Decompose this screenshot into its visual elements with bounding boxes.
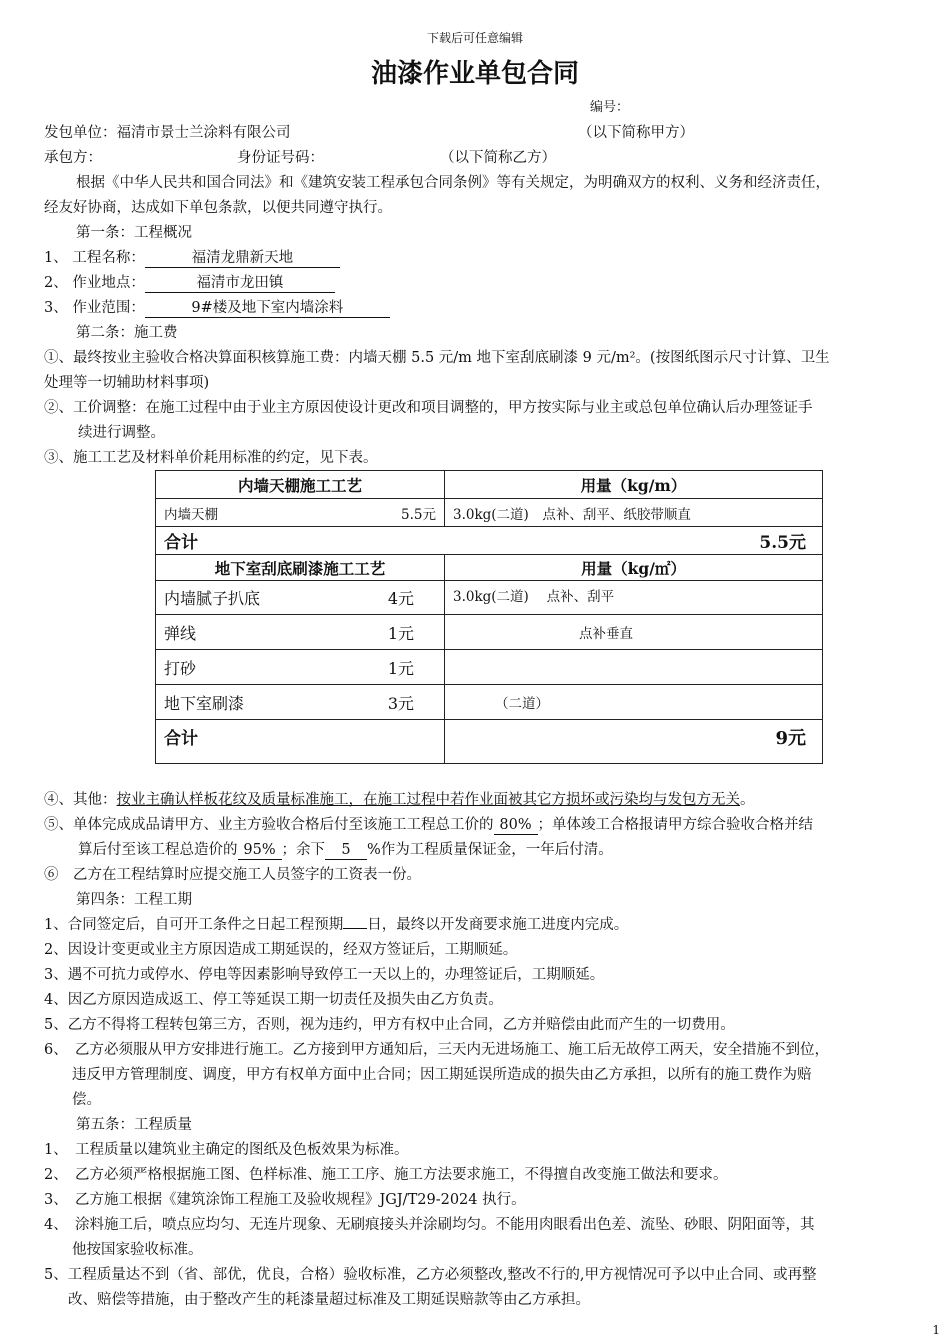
item-name: 内墙天棚 bbox=[164, 506, 218, 523]
payment-clause-line-1 bbox=[44, 815, 813, 835]
other-clause-4-text: 按业主确认样板花纹及质量标准施工，在施工过程中若作业面被其它方损坏或污染均与发包方无关 bbox=[116, 792, 740, 808]
contract-number-label: 编号： bbox=[590, 100, 630, 115]
total-value: 5.5元 bbox=[759, 533, 806, 553]
table-header-basement-process: 地下室刮底刷漆施工工艺 bbox=[156, 555, 445, 581]
fee-clause-2-line-2: 续进行调整。 bbox=[78, 425, 165, 441]
work-scope-row bbox=[44, 298, 390, 318]
quality-item-5-line-2: 改、赔偿等措施，由于整改产生的耗漆量超过标准及工期延误赔款等由乙方承担。 bbox=[68, 1292, 590, 1308]
schedule-item-3: 3、遇不可抗力或停水、停电等因素影响导致停工一天以上的，办理签证后，工期顺延。 bbox=[44, 967, 605, 983]
quality-item-4-line-2: 他按国家验收标准。 bbox=[72, 1242, 203, 1258]
schedule-item-1-b: 日，最终以开发商要求施工进度内完成。 bbox=[367, 917, 629, 933]
table-header-ceiling-usage: 用量（kg/m） bbox=[445, 471, 823, 499]
table-row bbox=[156, 581, 823, 615]
header-note: 下载后可任意编辑 bbox=[426, 31, 523, 45]
total-label: 合计 bbox=[164, 533, 198, 553]
article-2-title: 第二条：施工费 bbox=[76, 325, 178, 341]
table-header-row-1 bbox=[156, 471, 823, 499]
total-label: 合计 bbox=[164, 729, 198, 749]
payment-percent-3: 5 bbox=[325, 841, 367, 860]
item-price: 5.5元 bbox=[401, 506, 436, 523]
quality-item-3: 3、 乙方施工根据《建筑涂饰工程施工及验收规程》JGJ/T29-2024 执行。 bbox=[44, 1192, 526, 1208]
work-scope-value: 9#楼及地下室内墙涂料 bbox=[145, 299, 390, 318]
item-usage: （二道） bbox=[445, 685, 823, 720]
fee-clause-3: ③、施工工艺及材料单价耗用标准的约定，见下表。 bbox=[44, 450, 378, 466]
item-price: 4元 bbox=[387, 589, 414, 608]
payment-text-c: 算后付至该工程总造价的 bbox=[78, 842, 238, 858]
item-usage: 点补垂直 bbox=[445, 615, 823, 650]
table-header-basement-usage: 用量（kg/㎡） bbox=[445, 555, 823, 581]
payment-percent-2: 95% bbox=[238, 841, 282, 860]
fee-clause-1-line-2: 处理等一切辅助材料事项) bbox=[44, 375, 210, 391]
payment-text-a: ⑤、单体完成成品请甲方、业主方验收合格后付至该施工工程总工价的 bbox=[44, 817, 494, 833]
party-a-suffix: （以下简称甲方） bbox=[578, 125, 694, 141]
schedule-item-6-line-1: 6、 乙方必须服从甲方安排进行施工。乙方接到甲方通知后，三天内无进场施工、施工后无故停工两天，安全措施不到位， bbox=[44, 1042, 829, 1058]
party-a-label: 发包单位：福清市景士兰涂料有限公司 bbox=[44, 125, 291, 141]
project-name-label: 1、 工程名称： bbox=[44, 250, 145, 266]
process-price-table bbox=[155, 470, 823, 764]
payment-clause-line-2 bbox=[78, 840, 613, 860]
item-price: 1元 bbox=[387, 623, 414, 643]
payment-percent-1: 80% bbox=[494, 816, 538, 835]
schedule-item-6-line-3: 偿。 bbox=[72, 1092, 101, 1108]
page-number: 1 bbox=[932, 1323, 940, 1337]
payment-text-b: ；单体竣工合格报请甲方综合验收合格并结 bbox=[537, 817, 813, 833]
schedule-days-blank bbox=[343, 928, 367, 929]
fee-clause-1-line-1: ①、最终按业主验收合格决算面积核算施工费：内墙天棚 5.5 元/m 地下室刮底刷漆 9 元/m²。(按图纸图示尺寸计算、卫生 bbox=[44, 350, 830, 366]
quality-item-2: 2、 乙方必须严格根据施工图、色样标准、施工工序、施工方法要求施工，不得擅自改变施工做法和要求。 bbox=[44, 1167, 728, 1183]
project-name-row bbox=[44, 248, 340, 268]
quality-item-4-line-1: 4、 涂料施工后，喷点应均匀、无连片现象、无刷痕接头并涂刷均匀。不能用肉眼看出色差、流坠、砂眼、阴阳面等，其 bbox=[44, 1217, 815, 1233]
table-total-row bbox=[156, 720, 823, 764]
payment-text-d: ；余下 bbox=[281, 842, 325, 858]
item-name: 弹线 bbox=[164, 623, 197, 643]
schedule-item-2: 2、因设计变更或业主方原因造成工期延误的，经双方签证后，工期顺延。 bbox=[44, 942, 518, 958]
wage-sheet-clause: ⑥ 乙方在工程结算时应提交施工人员签字的工资表一份。 bbox=[44, 867, 421, 883]
table-row bbox=[156, 685, 823, 720]
table-row bbox=[156, 499, 823, 527]
table-header-row-2 bbox=[156, 555, 823, 581]
schedule-item-1 bbox=[44, 915, 628, 935]
work-scope-label: 3、 作业范围： bbox=[44, 300, 145, 316]
total-value: 9元 bbox=[775, 728, 806, 749]
id-number-label: 身份证号码： bbox=[237, 150, 324, 166]
item-usage: 3.0kg(二道) 点补、刮平、纸胶带顺直 bbox=[445, 499, 823, 527]
article-1-title: 第一条：工程概况 bbox=[76, 225, 192, 241]
project-name-value: 福清龙鼎新天地 bbox=[145, 249, 340, 268]
item-usage: 3.0kg(二道) 点补、刮平 bbox=[445, 581, 823, 615]
article-5-title: 第五条：工程质量 bbox=[76, 1117, 192, 1133]
item-name: 内墙腻子扒底 bbox=[164, 589, 261, 608]
other-clause-4-end: 。 bbox=[740, 792, 755, 808]
quality-item-5-line-1: 5、工程质量达不到（省、部优，优良，合格）验收标准，乙方必须整改,整改不行的,甲方视情况可予以中止合同、或再整 bbox=[44, 1267, 817, 1283]
table-row bbox=[156, 615, 823, 650]
item-price: 3元 bbox=[387, 693, 414, 713]
schedule-item-6-line-2: 违反甲方管理制度、调度，甲方有权单方面中止合同；因工期延误所造成的损失由乙方承担，以所有的施工费作为赔 bbox=[72, 1067, 812, 1083]
party-b-suffix: （以下简称乙方） bbox=[440, 150, 556, 166]
work-location-row bbox=[44, 273, 335, 293]
item-usage bbox=[445, 650, 823, 685]
contract-title: 油漆作业单包合同 bbox=[370, 59, 579, 89]
table-row bbox=[156, 650, 823, 685]
intro-line-2: 经友好协商，达成如下单包条款，以便共同遵守执行。 bbox=[44, 200, 392, 216]
schedule-item-4: 4、因乙方原因造成返工、停工等延误工期一切责任及损失由乙方负责。 bbox=[44, 992, 503, 1008]
fee-clause-2-line-1: ②、工价调整：在施工过程中由于业主方原因使设计更改和项目调整的，甲方按实际与业主或总包单位确认后办理签证手 bbox=[44, 400, 813, 416]
work-location-label: 2、 作业地点： bbox=[44, 275, 145, 291]
item-name: 打砂 bbox=[164, 658, 197, 678]
quality-item-1: 1、 工程质量以建筑业主确定的图纸及色板效果为标准。 bbox=[44, 1142, 409, 1158]
party-b-label: 承包方： bbox=[44, 150, 102, 166]
schedule-item-5: 5、乙方不得将工程转包第三方，否则，视为违约，甲方有权中止合同，乙方并赔偿由此而产生的一切费用。 bbox=[44, 1017, 735, 1033]
table-header-ceiling-process: 内墙天棚施工工艺 bbox=[156, 471, 445, 499]
other-clause-4-label: ④、其他： bbox=[44, 792, 117, 808]
item-price: 1元 bbox=[387, 658, 414, 678]
intro-line-1: 根据《中华人民共和国合同法》和《建筑安装工程承包合同条例》等有关规定，为明确双方的权利、义务和经济责任， bbox=[76, 175, 830, 191]
payment-text-e: %作为工程质量保证金，一年后付清。 bbox=[367, 842, 613, 858]
other-clause-4 bbox=[44, 790, 755, 810]
schedule-item-1-a: 1、合同签定后，自可开工条件之日起工程预期 bbox=[44, 917, 344, 933]
article-4-title: 第四条：工程工期 bbox=[76, 892, 192, 908]
item-name: 地下室刷漆 bbox=[164, 693, 245, 713]
work-location-value: 福清市龙田镇 bbox=[145, 274, 335, 293]
table-total-row bbox=[156, 527, 823, 555]
